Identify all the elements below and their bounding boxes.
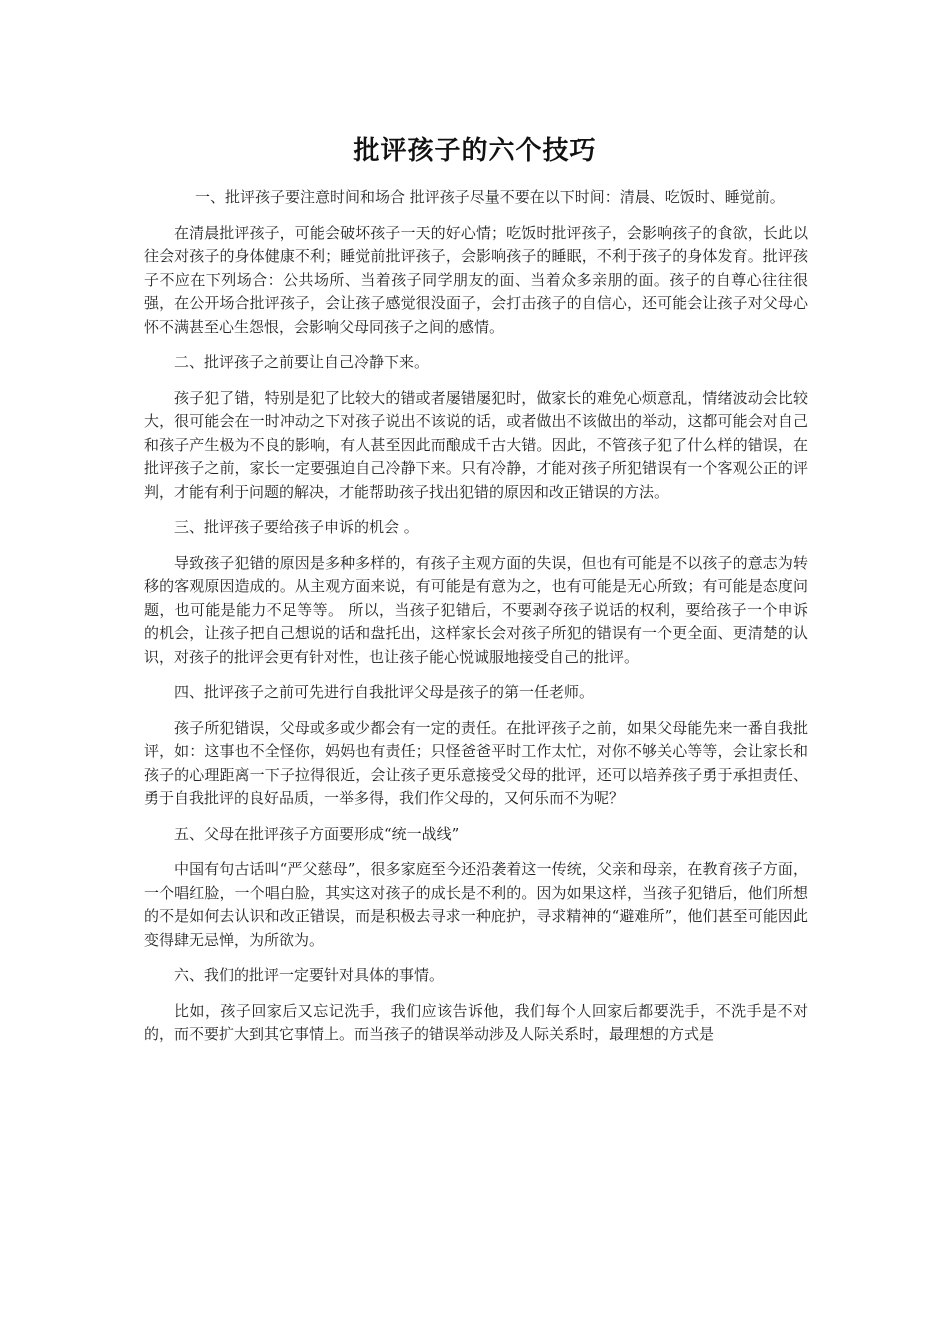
- document-body: [144, 186, 808, 1059]
- paragraph-section-6-heading: 六、我们的批评一定要针对具体的事情。: [174, 966, 445, 984]
- paragraph-section-4-body: 孩子所犯错误，父母或多或少都会有一定的责任。在批评孩子之前，如果父母能先来一番自我批评，如：这事也不全怪你，妈妈也有责任；只怪爸爸平时工作太忙，对你不够关心等等，会让家长和孩子的心理距离一下子拉得很近，会让孩子更乐意接受父母的批评，还可以培养孩子勇于承担责任、勇于自我批评的良好品质，一举多得，我们作父母的，又何乐而不为呢？: [144, 718, 808, 807]
- paragraph-section-6-body: 比如，孩子回家后又忘记洗手，我们应该告诉他，我们每个人回家后都要洗手，不洗手是不对的，而不要扩大到其它事情上。而当孩子的错误举动涉及人际关系时，最理想的方式是: [144, 1001, 808, 1043]
- paragraph-section-4-heading: 四、批评孩子之前可先进行自我批评父母是孩子的第一任老师。: [174, 683, 595, 701]
- paragraph-section-3-body: 导致孩子犯错的原因是多种多样的，有孩子主观方面的失误，但也有可能是不以孩子的意志为转移的客观原因造成的。从主观方面来说，有可能是有意为之，也有可能是无心所致；有可能是态度问题，也可能是能力不足等等。 所以，当孩子犯错后，不要剥夺孩子说话的权利，要给孩子一个申诉的机会，让孩子把自己想说的话和盘托出，这样家长会对孩子所犯的错误有一个更全面、更清楚的认识，对孩子的批评会更有针对性，也让孩子能心悦诚服地接受自己的批评。: [144, 553, 808, 666]
- paragraph-section-1-body: 在清晨批评孩子，可能会破坏孩子一天的好心情；吃饭时批评孩子，会影响孩子的食欲，长此以往会对孩子的身体健康不利；睡觉前批评孩子，会影响孩子的睡眠，不利于孩子的身体发育。批评孩子不应在下列场合：公共场所、当着孩子同学朋友的面、当着众多亲朋的面。孩子的自尊心往往很强，在公开场合批评孩子，会让孩子感觉很没面子，会打击孩子的自信心，还可能会让孩子对父母心怀不满甚至心生怨恨，会影响父母同孩子之间的感情。: [144, 223, 808, 336]
- document-title: 批评孩子的六个技巧: [353, 136, 597, 166]
- paragraph-section-2-heading: 二、批评孩子之前要让自己冷静下来。: [174, 353, 430, 371]
- paragraph-section-5-body: 中国有句古话叫“严父慈母”，很多家庭至今还沿袭着这一传统，父亲和母亲，在教育孩子方面，一个唱红脸，一个唱白脸，其实这对孩子的成长是不利的。因为如果这样，当孩子犯错后，他们所想的不是如何去认识和改正错误，而是积极去寻求一种庇护，寻求精神的“避难所”，他们甚至可能因此变得肆无忌惮，为所欲为。: [144, 860, 808, 949]
- paragraph-section-1-heading: 一、批评孩子要注意时间和场合 批评孩子尽量不要在以下时间：清晨、吃饭时、睡觉前。: [195, 188, 785, 206]
- paragraph-section-2-body: 孩子犯了错，特别是犯了比较大的错或者屡错屡犯时，做家长的难免心烦意乱，情绪波动会比较大，很可能会在一时冲动之下对孩子说出不该说的话，或者做出不该做出的举动，这都可能会对自己和孩子产生极为不良的影响，有人甚至因此而酿成千古大错。因此，不管孩子犯了什么样的错误，在批评孩子之前，家长一定要强迫自己冷静下来。只有冷静，才能对孩子所犯错误有一个客观公正的评判，才能有利于问题的解决，才能帮助孩子找出犯错的原因和改正错误的方法。: [144, 388, 808, 501]
- paragraph-section-3-heading: 三、批评孩子要给孩子申诉的机会 。: [174, 518, 419, 536]
- paragraph-section-5-heading: 五、父母在批评孩子方面要形成“统一战线”: [174, 824, 460, 843]
